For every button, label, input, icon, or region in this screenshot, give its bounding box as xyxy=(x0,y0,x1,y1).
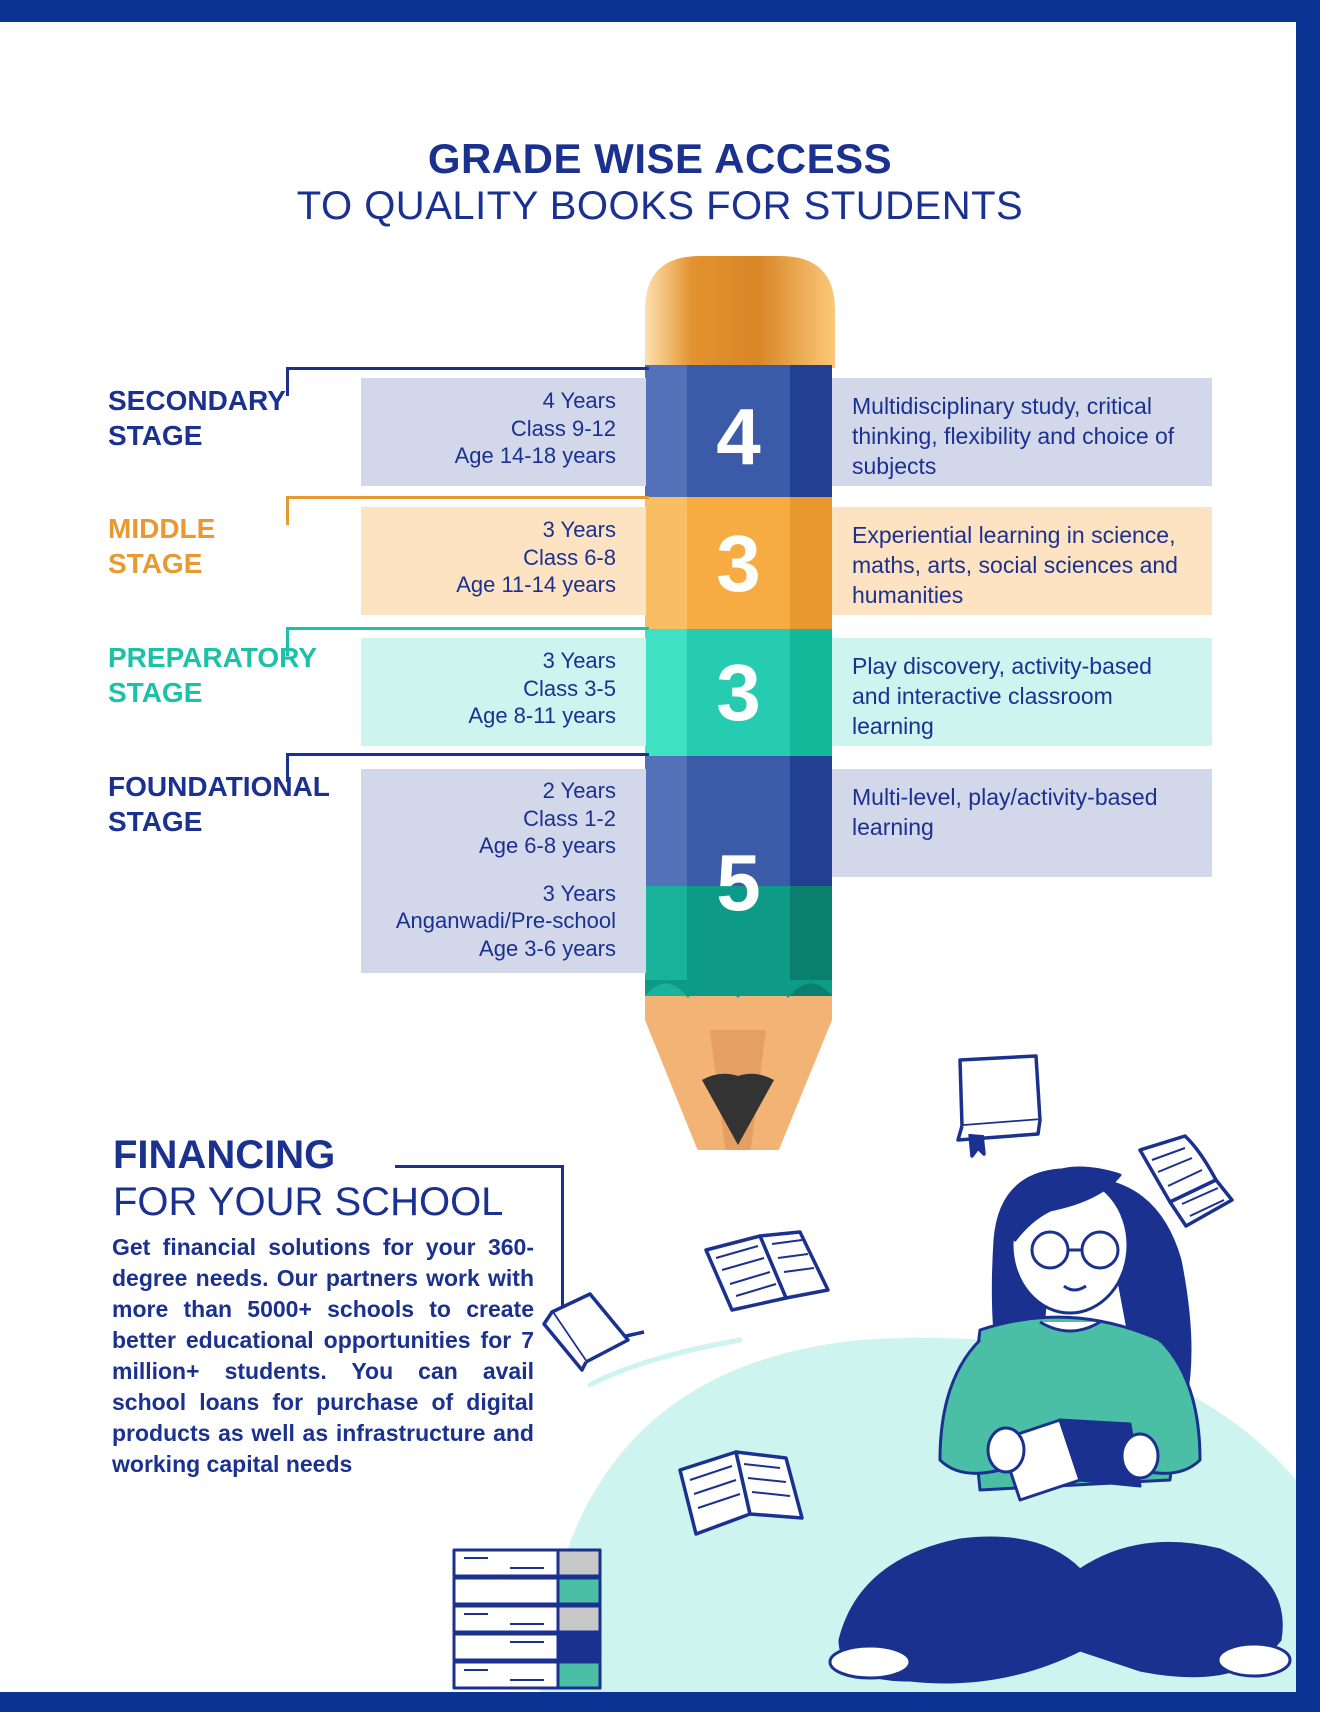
stage-name-line1: SECONDARY xyxy=(108,385,286,416)
age-text: Age 6-8 years xyxy=(479,833,616,858)
stage-name-line2: STAGE xyxy=(108,548,203,579)
stage-name-secondary xyxy=(108,383,368,453)
duration-text-preschool: 3 Years xyxy=(542,880,616,906)
age-text: Age 11-14 years xyxy=(456,572,616,597)
stage-name-foundational xyxy=(108,769,368,839)
age-text-preschool: Age 3-6 years xyxy=(479,935,616,961)
reading-girl-illustration xyxy=(440,1040,1296,1692)
financing-title: FINANCING xyxy=(113,1133,336,1177)
stage-details-preparatory xyxy=(361,638,646,746)
stage-description-preparatory: Play discovery, activity-based and interactive classroom learning xyxy=(832,638,1212,746)
stage-name-line2: STAGE xyxy=(108,420,203,451)
stage-name-line1: FOUNDATIONAL xyxy=(108,771,330,802)
stage-name-line2: STAGE xyxy=(108,806,203,837)
age-text: Age 8-11 years xyxy=(468,703,616,728)
book-icon xyxy=(958,1056,1040,1156)
stage-name-preparatory xyxy=(108,640,368,710)
stage-description-middle: Experiential learning in science, maths, arts, social sciences and humanities xyxy=(832,507,1212,615)
age-text: Age 14-18 years xyxy=(454,443,616,468)
stage-name-line2: STAGE xyxy=(108,677,203,708)
duration-text: 4 Years xyxy=(542,388,616,413)
class-text: Class 9-12 xyxy=(510,415,616,441)
stage-details-secondary xyxy=(361,378,646,486)
book-stack-icon xyxy=(454,1550,600,1688)
financing-body: Get financial solutions for your 360-degree needs. Our partners work with more than 5000+ schools to create better educational opportunities for 7 million+ students. You can avail school loans for purchase of digital products as well as infrastructure and working capital needs xyxy=(112,1234,534,1477)
stage-name-line1: PREPARATORY xyxy=(108,642,317,673)
stage-description-foundational: Multi-level, play/activity-based learning xyxy=(832,769,1212,877)
stage-name-middle xyxy=(108,511,368,581)
duration-text: 3 Years xyxy=(542,517,616,542)
stage-number-secondary: 4 xyxy=(716,392,761,481)
right-border xyxy=(1296,0,1320,1712)
page-subtitle: TO QUALITY BOOKS FOR STUDENTS xyxy=(296,184,1024,228)
stage-description-secondary: Multidisciplinary study, critical thinking, flexibility and choice of subjects xyxy=(832,378,1212,486)
class-text: Class 3-5 xyxy=(523,675,616,701)
page-title: GRADE WISE ACCESS xyxy=(427,135,893,182)
stage-number-middle: 3 xyxy=(716,519,761,608)
open-book-icon xyxy=(706,1232,828,1310)
bottom-border xyxy=(0,1692,1320,1712)
class-text-preschool: Anganwadi/Pre-school xyxy=(395,908,616,933)
book-icon xyxy=(544,1294,644,1370)
stage-details-foundational xyxy=(361,769,646,973)
stage-number-preparatory: 3 xyxy=(716,648,761,737)
duration-text: 2 Years xyxy=(542,778,616,803)
duration-text: 3 Years xyxy=(542,648,616,673)
class-text: Class 1-2 xyxy=(523,805,616,831)
class-text: Class 6-8 xyxy=(523,544,616,570)
stage-number-foundational: 5 xyxy=(716,838,761,927)
top-border xyxy=(0,0,1320,22)
financing-subtitle: FOR YOUR SCHOOL xyxy=(113,1180,504,1224)
stage-name-line1: MIDDLE xyxy=(108,513,216,544)
stage-details-middle xyxy=(361,507,646,615)
